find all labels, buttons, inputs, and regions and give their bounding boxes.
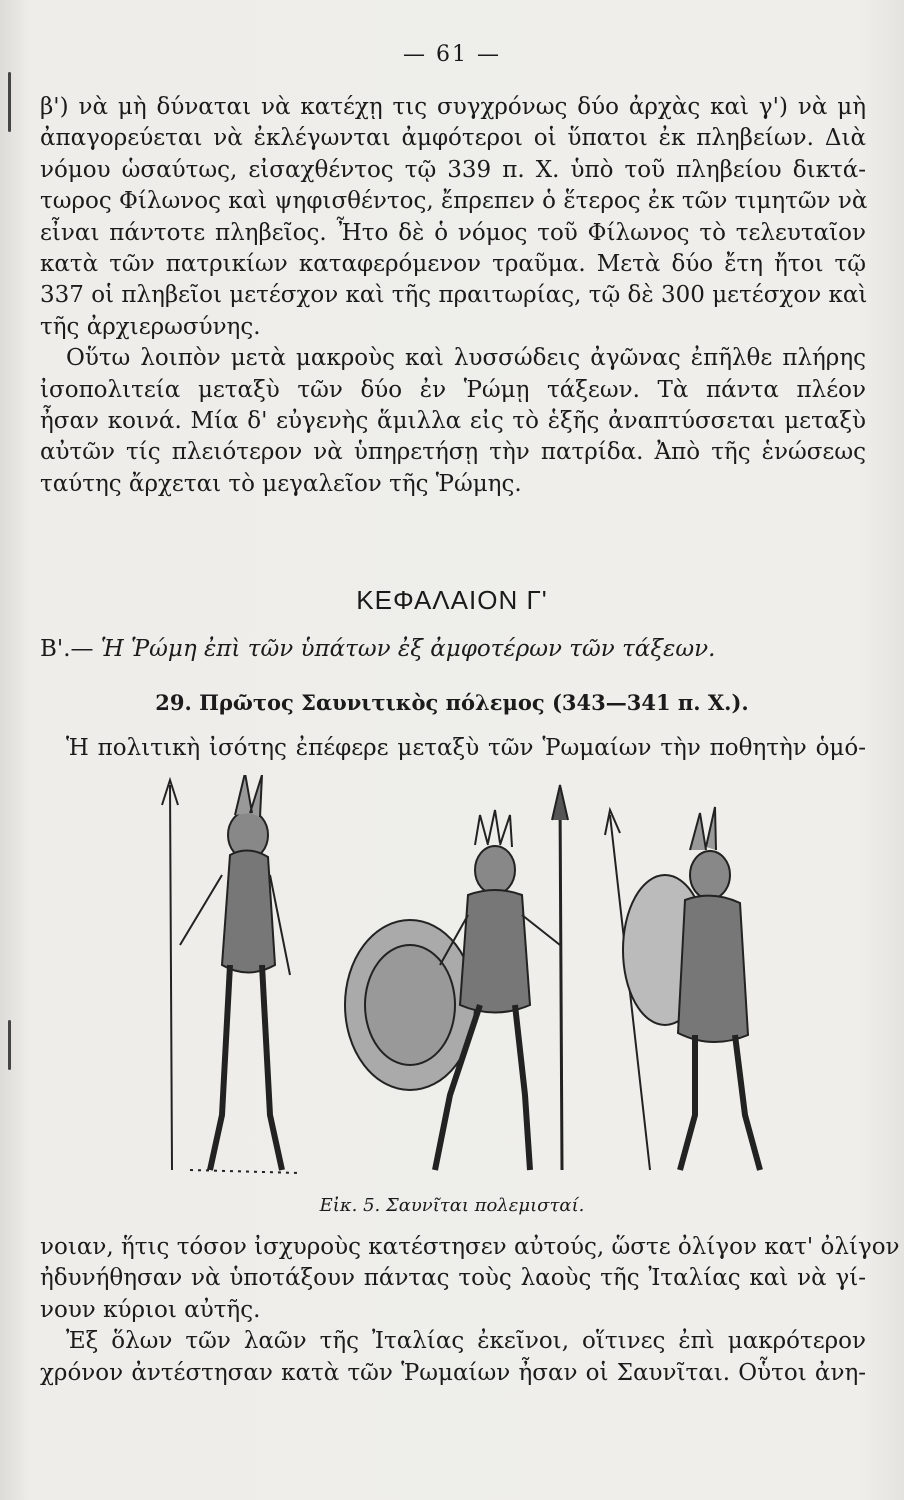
text-line: νόμου ὡσαύτως, εἰσαχθέντος τῷ 339 π. Χ. ὑπὸ τοῦ πληβείου δικτά-	[40, 156, 866, 183]
section-heading	[40, 636, 866, 662]
text-line: κατὰ τῶν πατρικίων καταφερόμενον τραῦμα. Μετὰ δύο ἔτη ἤτοι τῷ	[40, 250, 866, 277]
page-edge-mark	[8, 72, 11, 132]
text-line: 337 οἱ πληβεῖοι μετέσχον καὶ τῆς πραιτωρίας, τῷ δὲ 300 μετέσχον καὶ	[40, 282, 868, 309]
text-line: χρόνον ἀντέστησαν κατὰ τῶν Ῥωμαίων ἦσαν οἱ Σαυνῖται. Οὗτοι ἀνη-	[40, 1359, 866, 1386]
chapter-heading: ΚΕΦΑΛΑΙΟΝ Γ'	[356, 585, 548, 615]
text-line: ἰσοπολιτεία μεταξὺ τῶν δύο ἐν Ῥώμῃ τάξεων. Τὰ πάντα πλέον	[40, 376, 866, 403]
figure-caption: Εἰκ. 5. Σαυνῖται πολεμισταί.	[319, 1195, 585, 1216]
text-line: νοιαν, ἥτις τόσον ἰσχυροὺς κατέστησεν αὐτούς, ὥστε ὀλίγον κατ' ὀλίγον	[40, 1234, 900, 1260]
text-line: τωρος Φίλωνος καὶ ψηφισθέντος, ἔπρεπεν ὁ ἕτερος ἐκ τῶν τιμητῶν νὰ	[40, 188, 868, 215]
text-line: τῆς ἀρχιερωσύνης.	[40, 313, 261, 340]
warrior-figure	[162, 775, 300, 1173]
text-line: β') νὰ μὴ δύναται νὰ κατέχῃ τις συγχρόνως δύο ἀρχὰς καὶ γ') νὰ μὴ	[40, 94, 866, 120]
warrior-figure	[605, 807, 760, 1170]
text-line: ἦσαν κοινά. Μία δ' εὐγενὴς ἅμιλλα εἰς τὸ ἑξῆς ἀναπτύσσεται μεταξὺ	[40, 407, 866, 434]
text-line: αὐτῶν τίς πλειότερον νὰ ὑπηρετήσῃ τὴν πατρίδα. Ἀπὸ τῆς ἑνώσεως	[40, 439, 866, 466]
text-block-top	[40, 92, 866, 500]
text-line: Οὕτω λοιπὸν μετὰ μακροὺς καὶ λυσσώδεις ἀγῶνας ἐπῆλθε πλήρης	[66, 345, 866, 372]
text-line: Ἐξ ὅλων τῶν λαῶν τῆς Ἰταλίας ἐκεῖνοι, οἵτινες ἐπὶ μακρότερον	[66, 1328, 866, 1355]
text-line: ἠδυνήθησαν νὰ ὑποτάξουν πάντας τοὺς λαοὺς τῆς Ἰταλίας καὶ νὰ γί-	[40, 1265, 866, 1292]
text-block-mid	[40, 733, 866, 764]
text-block-bottom	[40, 1232, 900, 1389]
section-title-text: Ἡ Ῥώμη ἐπὶ τῶν ὑπάτων ἐξ ἀμφοτέρων τῶν τάξεων.	[100, 636, 716, 662]
warrior-figure	[345, 785, 568, 1170]
page-edge-mark	[8, 1020, 11, 1070]
text-line: νουν κύριοι αὐτῆς.	[40, 1296, 261, 1323]
subsection-heading: 29. Πρῶτος Σαυνιτικὸς πόλεμος (343—341 π. Χ.).	[155, 690, 749, 715]
section-letter: Β'.—	[40, 636, 94, 662]
samnite-warriors-illustration	[150, 775, 890, 1190]
page-number: — 61 —	[403, 42, 501, 67]
text-line: ταύτης ἄρχεται τὸ μεγαλεῖον τῆς Ῥώμης.	[40, 470, 522, 497]
text-line: Ἡ πολιτικὴ ἰσότης ἐπέφερε μεταξὺ τῶν Ῥωμαίων τὴν ποθητὴν ὁμό-	[66, 735, 866, 761]
text-line: ἀπαγορεύεται νὰ ἐκλέγωνται ἀμφότεροι οἱ ὕπατοι ἐκ πληβείων. Διὰ	[40, 125, 866, 152]
text-line: εἶναι πάντοτε πληβεῖος. Ἦτο δὲ ὁ νόμος τοῦ Φίλωνος τὸ τελευταῖον	[40, 219, 866, 246]
